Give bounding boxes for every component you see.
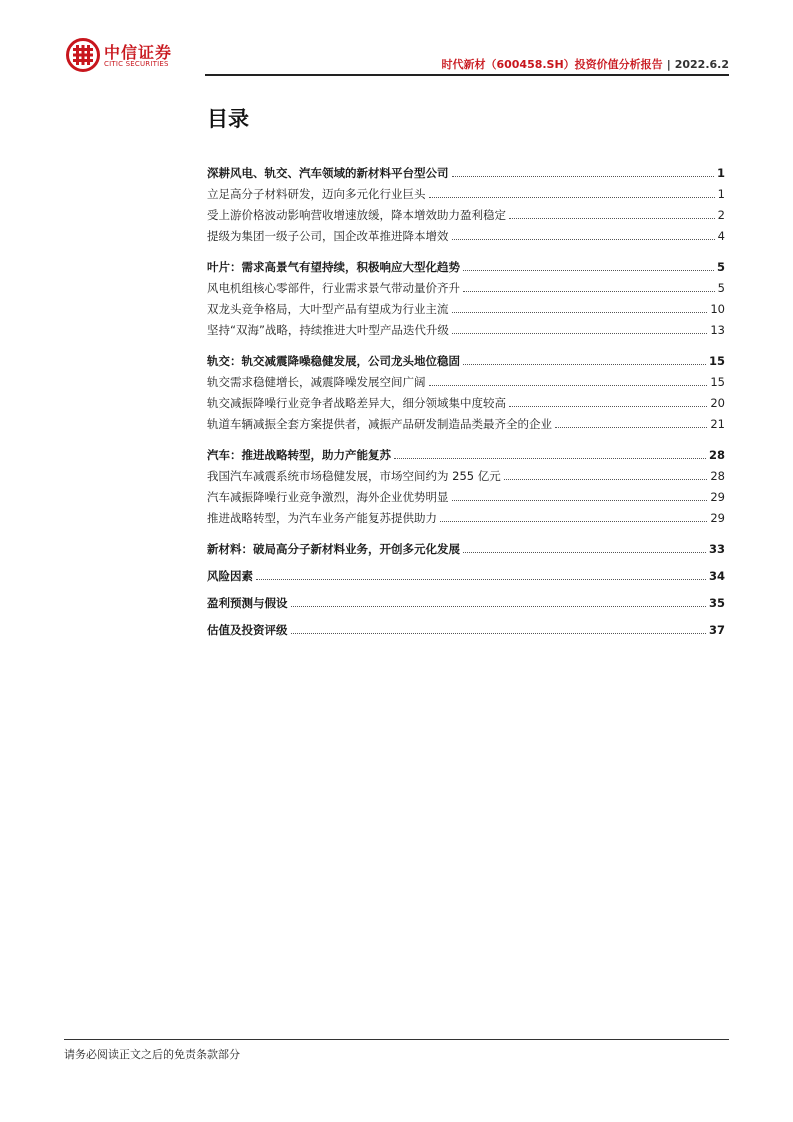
toc-subsection-entry[interactable] <box>207 463 725 484</box>
report-title: 时代新材（600458.SH）投资价值分析报告 <box>441 58 663 71</box>
toc-subsection-entry[interactable] <box>207 181 725 202</box>
toc-section <box>207 254 725 338</box>
toc-entry-title: 深耕风电、轨交、汽车领域的新材料平台型公司 <box>207 166 449 180</box>
toc-section-entry[interactable] <box>207 254 725 275</box>
report-header-info <box>441 56 729 72</box>
toc-leader-dots <box>452 333 707 334</box>
toc-entry-page: 37 <box>708 623 725 637</box>
toc-entry-page: 34 <box>708 569 725 583</box>
toc-heading: 目录 <box>207 107 249 131</box>
toc-leader-dots <box>429 385 708 386</box>
citic-logo-icon <box>66 38 100 72</box>
toc-entry-page: 15 <box>710 375 725 389</box>
header-divider <box>205 74 729 76</box>
toc-leader-dots <box>463 364 706 365</box>
toc-entry-title: 轨道车辆减振全套方案提供者，减振产品研发制造品类最齐全的企业 <box>207 417 552 431</box>
toc-leader-dots <box>452 500 708 501</box>
toc-entry-page: 4 <box>717 229 725 243</box>
toc-entry-page: 20 <box>710 396 725 410</box>
toc-entry-page: 21 <box>710 417 725 431</box>
toc-section-entry[interactable] <box>207 590 725 611</box>
toc-entry-page: 5 <box>717 281 725 295</box>
table-of-contents <box>207 160 725 644</box>
toc-section <box>207 536 725 557</box>
toc-entry-title: 轨交需求稳健增长，减震降噪发展空间广阔 <box>207 375 426 389</box>
toc-entry-title: 风电机组核心零部件，行业需求景气带动量价齐升 <box>207 281 460 295</box>
toc-entry-page: 5 <box>716 260 725 274</box>
toc-subsection-entry[interactable] <box>207 296 725 317</box>
toc-entry-title: 估值及投资评级 <box>207 623 288 637</box>
toc-section-entry[interactable] <box>207 348 725 369</box>
toc-entry-title: 风险因素 <box>207 569 253 583</box>
toc-entry-title: 立足高分子材料研发，迈向多元化行业巨头 <box>207 187 426 201</box>
toc-entry-title: 推进战略转型，为汽车业务产能复苏提供助力 <box>207 511 437 525</box>
toc-subsection-entry[interactable] <box>207 484 725 505</box>
toc-entry-page: 1 <box>716 166 725 180</box>
footer-disclaimer: 请务必阅读正文之后的免责条款部分 <box>64 1048 240 1061</box>
toc-leader-dots <box>440 521 707 522</box>
toc-entry-title: 轨交：轨交减震降噪稳健发展，公司龙头地位稳固 <box>207 354 460 368</box>
toc-leader-dots <box>452 176 714 177</box>
toc-section-entry[interactable] <box>207 160 725 181</box>
toc-section-entry[interactable] <box>207 563 725 584</box>
toc-entry-title: 汽车减振降噪行业竞争激烈，海外企业优势明显 <box>207 490 449 504</box>
logo-english-name: CITIC SECURITIES <box>104 60 169 68</box>
toc-entry-page: 13 <box>710 323 725 337</box>
toc-section <box>207 563 725 584</box>
header-separator: | <box>666 58 671 71</box>
toc-entry-page: 29 <box>710 511 725 525</box>
toc-entry-page: 29 <box>710 490 725 504</box>
page-header <box>0 0 793 80</box>
toc-leader-dots <box>463 552 706 553</box>
citic-securities-logo <box>66 38 176 74</box>
toc-entry-title: 提级为集团一级子公司，国企改革推进降本增效 <box>207 229 449 243</box>
toc-entry-title: 新材料：破局高分子新材料业务，开创多元化发展 <box>207 542 460 556</box>
toc-section <box>207 442 725 526</box>
toc-section-entry[interactable] <box>207 442 725 463</box>
toc-entry-page: 1 <box>717 187 725 201</box>
report-date: 2022.6.2 <box>674 58 729 71</box>
toc-entry-page: 28 <box>710 469 725 483</box>
toc-leader-dots <box>504 479 708 480</box>
toc-subsection-entry[interactable] <box>207 202 725 223</box>
footer-divider <box>64 1039 729 1040</box>
toc-leader-dots <box>291 633 706 634</box>
toc-leader-dots <box>452 239 715 240</box>
toc-subsection-entry[interactable] <box>207 369 725 390</box>
toc-leader-dots <box>452 312 708 313</box>
toc-subsection-entry[interactable] <box>207 411 725 432</box>
toc-entry-title: 汽车：推进战略转型，助力产能复苏 <box>207 448 391 462</box>
toc-entry-title: 坚持“双海”战略，持续推进大叶型产品迭代升级 <box>207 323 449 337</box>
toc-entry-page: 15 <box>708 354 725 368</box>
toc-section <box>207 617 725 638</box>
toc-entry-title: 双龙头竞争格局，大叶型产品有望成为行业主流 <box>207 302 449 316</box>
toc-leader-dots <box>256 579 706 580</box>
toc-leader-dots <box>291 606 706 607</box>
toc-subsection-entry[interactable] <box>207 223 725 244</box>
toc-subsection-entry[interactable] <box>207 505 725 526</box>
toc-leader-dots <box>394 458 706 459</box>
toc-leader-dots <box>429 197 715 198</box>
toc-leader-dots <box>463 270 714 271</box>
toc-leader-dots <box>463 291 715 292</box>
toc-subsection-entry[interactable] <box>207 390 725 411</box>
toc-section <box>207 590 725 611</box>
toc-section <box>207 160 725 244</box>
toc-subsection-entry[interactable] <box>207 275 725 296</box>
toc-leader-dots <box>509 218 715 219</box>
toc-entry-page: 33 <box>708 542 725 556</box>
toc-entry-page: 28 <box>708 448 725 462</box>
toc-leader-dots <box>555 427 707 428</box>
toc-section <box>207 348 725 432</box>
toc-entry-title: 我国汽车减震系统市场稳健发展，市场空间约为 255 亿元 <box>207 469 501 483</box>
toc-section-entry[interactable] <box>207 617 725 638</box>
toc-leader-dots <box>509 406 707 407</box>
toc-entry-title: 叶片：需求高景气有望持续，积极响应大型化趋势 <box>207 260 460 274</box>
toc-entry-page: 10 <box>710 302 725 316</box>
toc-subsection-entry[interactable] <box>207 317 725 338</box>
logo-chinese-name: 中信证券 <box>104 43 173 62</box>
toc-entry-title: 受上游价格波动影响营收增速放缓，降本增效助力盈利稳定 <box>207 208 506 222</box>
toc-entry-title: 轨交减振降噪行业竞争者战略差异大，细分领域集中度较高 <box>207 396 506 410</box>
toc-entry-title: 盈利预测与假设 <box>207 596 288 610</box>
toc-section-entry[interactable] <box>207 536 725 557</box>
toc-entry-page: 35 <box>708 596 725 610</box>
toc-entry-page: 2 <box>717 208 725 222</box>
